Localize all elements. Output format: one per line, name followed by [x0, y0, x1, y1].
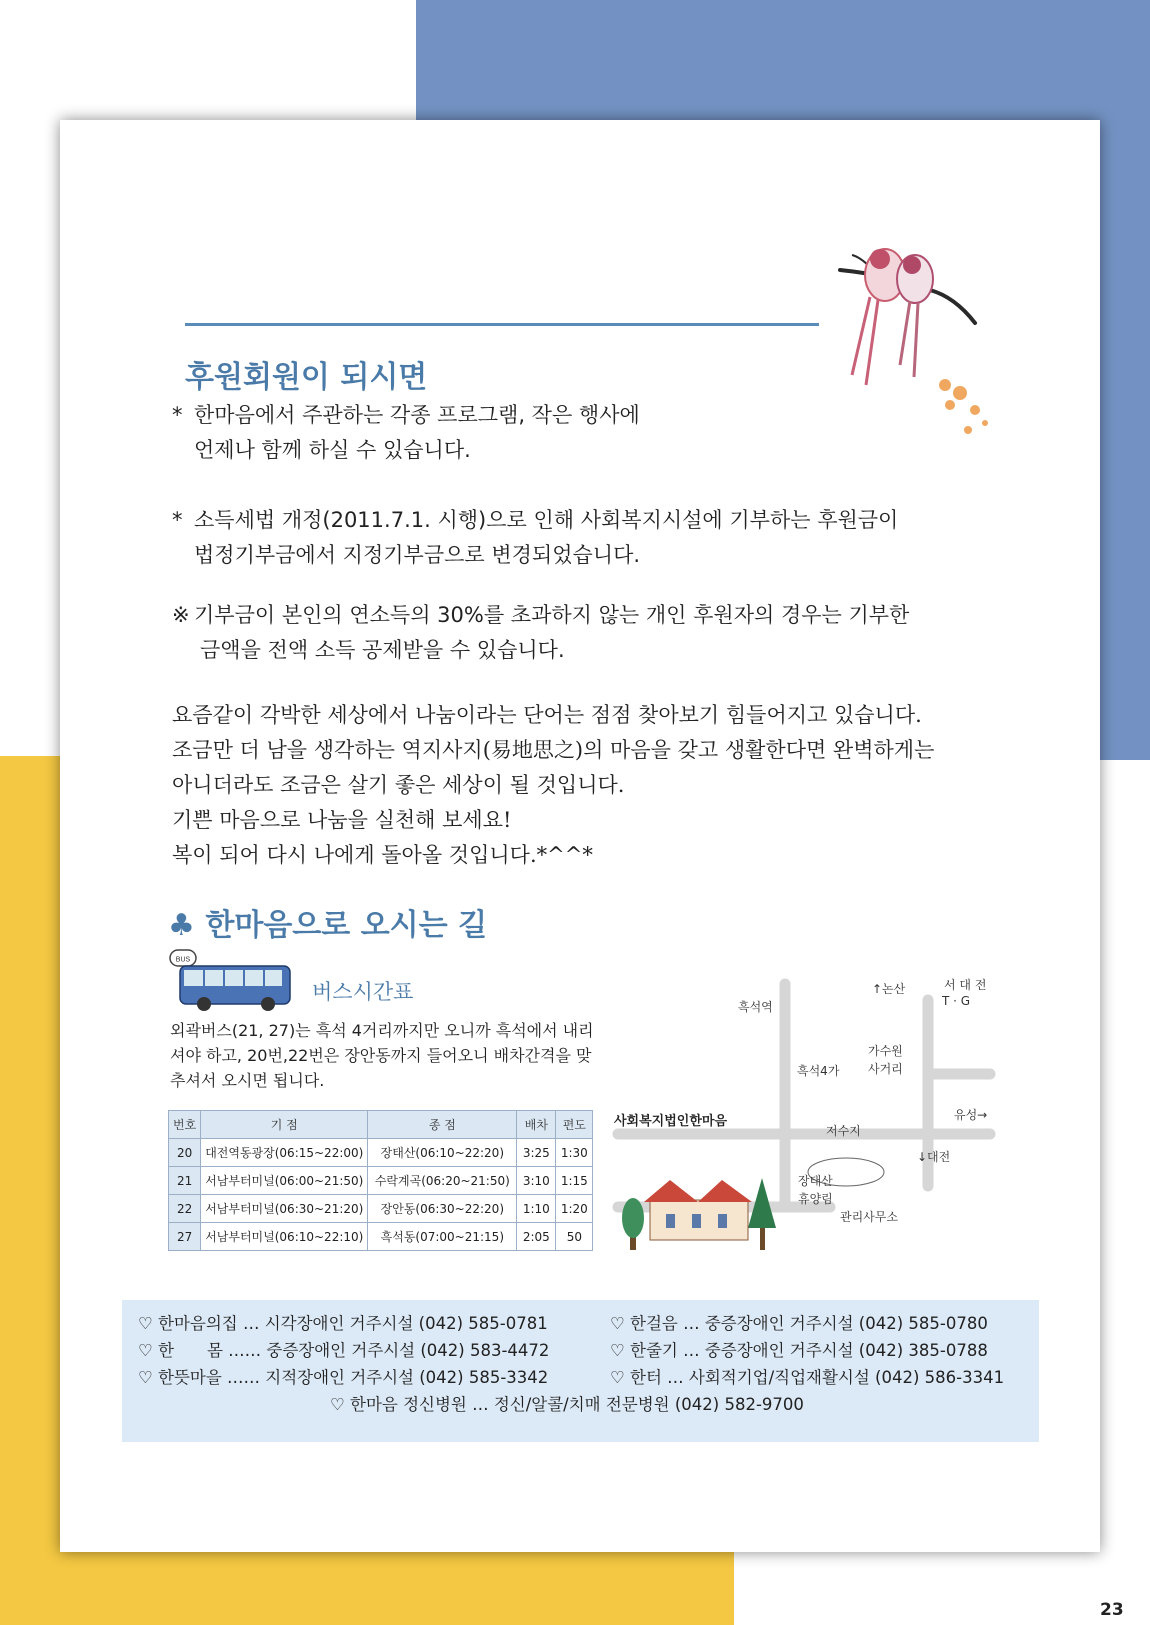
map-label-nonsan: ↑논산 — [872, 982, 906, 996]
contact-info-box — [122, 1300, 1039, 1442]
cell: 1:30 — [556, 1139, 593, 1167]
directions-title-text: 한마음으로 오시는 길 — [205, 908, 488, 943]
cell: 2:05 — [517, 1223, 556, 1251]
note-3 — [172, 598, 1032, 668]
table-row — [169, 1223, 593, 1251]
paragraph-line: 조금만 더 남을 생각하는 역지사지(易地思之)의 마음을 갖고 생활한다면 완벽하게는 — [172, 738, 935, 762]
map-label-intersection: 사거리 — [868, 1062, 903, 1076]
paragraph-line: 기쁜 마음으로 나눔을 실천해 보세요! — [172, 808, 512, 832]
directions-title — [168, 900, 487, 944]
map-label-jangtaesan: 장태산 — [798, 1174, 833, 1188]
cell: 1:10 — [517, 1195, 556, 1223]
map-label-reservoir: 저수지 — [826, 1124, 861, 1138]
club-icon: ♣ — [168, 908, 195, 943]
contact-line: ♡ 한터 … 사회적기업/직업재활시설 (042) 586-3341 — [610, 1368, 1005, 1387]
contact-line: ♡ 한줄기 … 중증장애인 거주시설 (042) 385-0788 — [610, 1341, 988, 1360]
cell: 3:25 — [517, 1139, 556, 1167]
note-mark: ※ — [172, 603, 190, 627]
cell: 20 — [169, 1139, 201, 1167]
note-1 — [172, 398, 1032, 468]
table-header-row — [169, 1111, 593, 1139]
cell: 서남부터미널(06:10~22:10) — [201, 1223, 368, 1251]
bus-icon — [168, 946, 308, 1016]
col-header: 기 점 — [201, 1111, 368, 1139]
map-label-recreation-forest: 휴양림 — [798, 1192, 833, 1206]
note-mark: * — [172, 508, 183, 532]
bus-sign-label: BUS — [175, 956, 191, 964]
col-header: 편도 — [556, 1111, 593, 1139]
cell: 22 — [169, 1195, 201, 1223]
tree-icon — [622, 1198, 644, 1250]
note-line: 기부금이 본인의 연소득의 30%를 초과하지 않는 개인 후원자의 경우는 기부한 — [194, 603, 910, 627]
table-row — [169, 1195, 593, 1223]
note-line: 소득세법 개정(2011.7.1. 시행)으로 인해 사회복지시설에 기부하는 후원금이 — [194, 508, 899, 532]
note-line: 금액을 전액 소득 공제받을 수 있습니다. — [200, 638, 565, 662]
support-paragraph — [172, 698, 934, 873]
page-number: 23 — [1100, 1600, 1124, 1620]
cell: 수락계곡(06:20~21:50) — [368, 1167, 517, 1195]
cell: 서남부터미널(06:00~21:50) — [201, 1167, 368, 1195]
cell: 1:20 — [556, 1195, 593, 1223]
map-label-seodaejeon: 서 대 전 — [944, 978, 987, 992]
support-section-title: 후원회원이 되시면 — [185, 360, 428, 395]
bus-schedule-table — [168, 1110, 593, 1251]
map-label-heukseok4ga: 흑석4가 — [797, 1064, 840, 1078]
cell: 1:15 — [556, 1167, 593, 1195]
table-row — [169, 1139, 593, 1167]
col-header: 종 점 — [368, 1111, 517, 1139]
bus-description: 외곽버스(21, 27)는 흑석 4거리까지만 오니까 흑석에서 내리셔야 하고, 20번,22번은 장안동까지 들어오니 배차간격을 맞추셔서 오시면 됩니다. — [170, 1021, 594, 1090]
paragraph-line: 요즘같이 각박한 세상에서 나눔이라는 단어는 점점 찾아보기 힘들어지고 있습니다. — [172, 703, 922, 727]
tree-icon — [748, 1178, 776, 1250]
contact-line: ♡ 한뜻마을 …… 지적장애인 거주시설 (042) 585-3342 — [138, 1368, 549, 1387]
map-label-tg: T · G — [942, 994, 971, 1008]
note-2 — [172, 503, 1032, 573]
map-label-org: 사회복지법인한마음 — [614, 1114, 728, 1129]
paragraph-line: 아니더라도 조금은 살기 좋은 세상이 될 것입니다. — [172, 773, 625, 797]
cell: 장안동(06:30~22:20) — [368, 1195, 517, 1223]
page-sheet — [60, 120, 1100, 1552]
contact-line: ♡ 한마음의집 … 시각장애인 거주시설 (042) 585-0781 — [138, 1314, 548, 1333]
contact-line: ♡ 한 몸 …… 중증장애인 거주시설 (042) 583-4472 — [138, 1341, 550, 1360]
note-line: 한마음에서 주관하는 각종 프로그램, 작은 행사에 — [194, 403, 640, 427]
cell: 21 — [169, 1167, 201, 1195]
location-map — [610, 970, 1010, 1250]
contact-line: ♡ 한걸음 … 중증장애인 거주시설 (042) 585-0780 — [610, 1314, 988, 1333]
note-mark: * — [172, 403, 183, 427]
bus-schedule-label: 버스시간표 — [312, 980, 414, 1004]
paragraph-line: 복이 되어 다시 나에게 돌아올 것입니다.*^^* — [172, 843, 593, 867]
note-line: 법정기부금에서 지정기부금으로 변경되었습니다. — [194, 543, 641, 567]
map-label-heukseok-station: 흑석역 — [738, 1000, 773, 1014]
map-label-daejeon: ↓대전 — [917, 1150, 951, 1164]
map-label-gasuwon: 가수원 — [868, 1044, 903, 1058]
cell: 대전역동광장(06:15~22:00) — [201, 1139, 368, 1167]
map-label-yuseong: 유성→ — [954, 1108, 988, 1122]
building-icon — [644, 1180, 752, 1240]
cell: 3:10 — [517, 1167, 556, 1195]
cell: 장태산(06:10~22:20) — [368, 1139, 517, 1167]
contact-line-hospital: ♡ 한마음 정신병원 … 정신/알콜/치매 전문병원 (042) 582-9700 — [330, 1395, 804, 1414]
map-label-office: 관리사무소 — [840, 1210, 898, 1224]
cell: 27 — [169, 1223, 201, 1251]
col-header: 번호 — [169, 1111, 201, 1139]
cell: 서남부터미널(06:30~21:20) — [201, 1195, 368, 1223]
cell: 50 — [556, 1223, 593, 1251]
col-header: 배차 — [517, 1111, 556, 1139]
cell: 흑석동(07:00~21:15) — [368, 1223, 517, 1251]
note-line: 언제나 함께 하실 수 있습니다. — [194, 438, 471, 462]
table-row — [169, 1167, 593, 1195]
section-divider — [185, 323, 819, 326]
